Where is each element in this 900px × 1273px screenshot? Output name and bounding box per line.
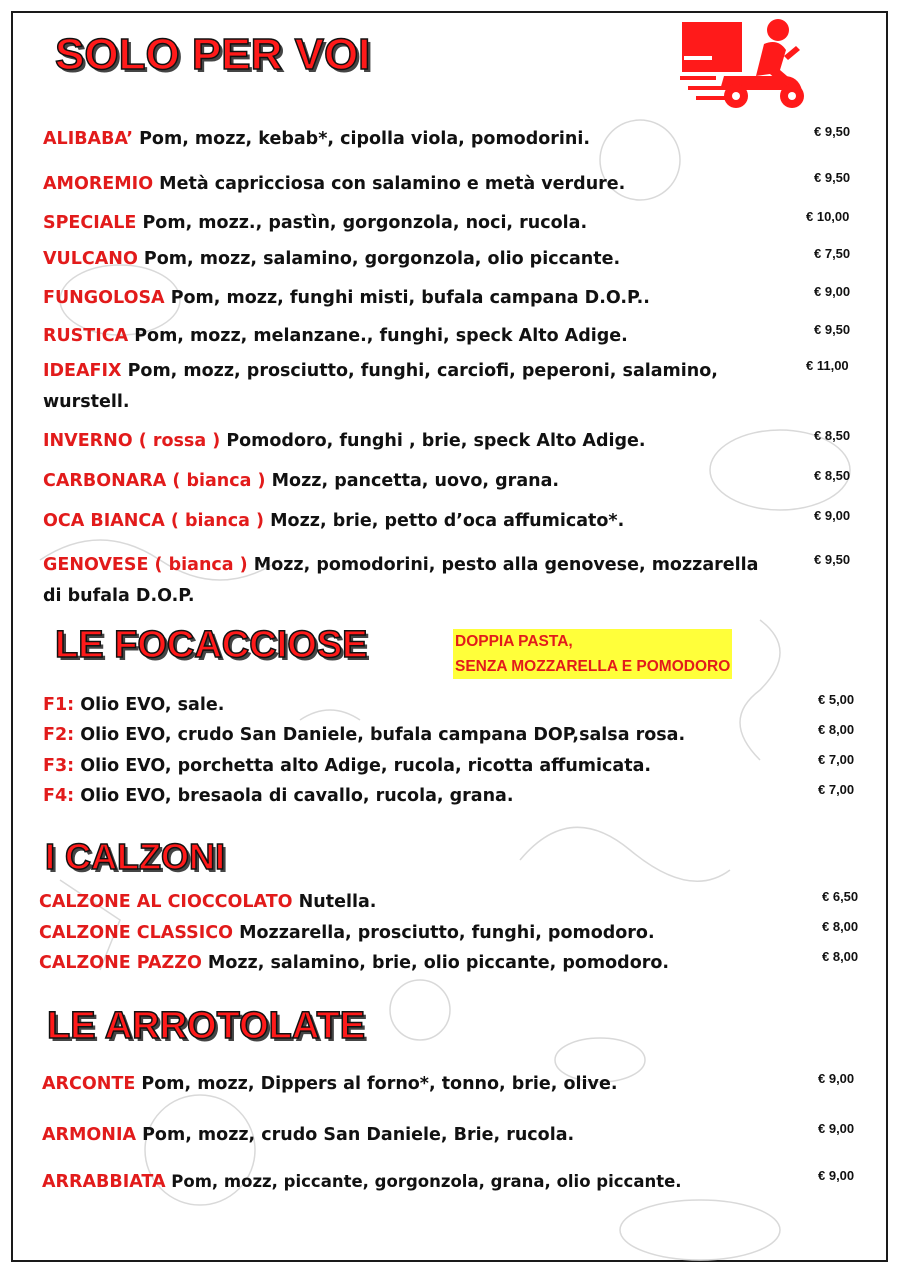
- item-price: € 9,00: [818, 1121, 855, 1136]
- menu-item-carbonara: CARBONARA ( bianca ) Mozz, pancetta, uovo, grana.: [43, 471, 560, 491]
- item-price: € 8,00: [822, 949, 859, 964]
- item-price: € 9,00: [814, 284, 851, 299]
- menu-item-f1: F1: Olio EVO, sale.: [43, 695, 225, 715]
- item-price: € 8,00: [822, 919, 859, 934]
- menu-item-calzone-pazzo: CALZONE PAZZO Mozz, salamino, brie, olio piccante, pomodoro.: [39, 953, 670, 973]
- menu-item-amoremio: AMOREMIO Metà capricciosa con salamino e metà verdure.: [43, 174, 626, 194]
- menu-item-arrabbiata: ARRABBIATA Pom, mozz, piccante, gorgonzola, grana, olio piccante.: [42, 1172, 682, 1192]
- menu-item-armonia: ARMONIA Pom, mozz, crudo San Daniele, Brie, rucola.: [42, 1125, 575, 1145]
- menu-item-ideafix: IDEAFIX Pom, mozz, prosciutto, funghi, carciofi, peperoni, salamino, wurstell.: [43, 361, 718, 412]
- item-price: € 9,00: [814, 508, 851, 523]
- item-price: € 8,00: [818, 722, 855, 737]
- section-title-le-arrotolate: LE ARROTOLATE: [47, 1005, 366, 1047]
- item-price: € 6,50: [822, 889, 859, 904]
- item-price: € 9,50: [814, 124, 851, 139]
- menu-item-f4: F4: Olio EVO, bresaola di cavallo, rucola, grana.: [43, 786, 514, 806]
- item-price: € 9,00: [818, 1168, 855, 1183]
- menu-item-oca-bianca: OCA BIANCA ( bianca ) Mozz, brie, petto d’oca affumicato*.: [43, 511, 625, 531]
- menu-item-f2: F2: Olio EVO, crudo San Daniele, bufala campana DOP,salsa rosa.: [43, 725, 686, 745]
- menu-item-fungolosa: FUNGOLOSA Pom, mozz, funghi misti, bufala campana D.O.P..: [43, 288, 650, 308]
- menu-item-vulcano: VULCANO Pom, mozz, salamino, gorgonzola, olio piccante.: [43, 249, 621, 269]
- delivery-scooter-icon: [680, 16, 810, 112]
- menu-item-alibaba: ALIBABA’ Pom, mozz, kebab*, cipolla viola, pomodorini.: [43, 129, 590, 149]
- item-price: € 9,00: [818, 1071, 855, 1086]
- item-price: € 9,50: [814, 552, 851, 567]
- item-price: € 7,00: [818, 752, 855, 767]
- item-price: € 8,50: [814, 468, 851, 483]
- section-title-solo-per-voi: SOLO PER VOI: [55, 30, 371, 79]
- item-price: € 7,00: [818, 782, 855, 797]
- item-price: € 11,00: [806, 358, 849, 373]
- section-title-le-focacciose: LE FOCACCIOSE: [55, 624, 368, 666]
- item-price: € 10,00: [806, 209, 850, 224]
- menu-item-speciale: SPECIALE Pom, mozz., pastìn, gorgonzola, noci, rucola.: [43, 213, 588, 233]
- item-price: € 7,50: [814, 246, 851, 261]
- section-title-i-calzoni: I CALZONI: [45, 836, 225, 877]
- menu-item-calzone-cioccolato: CALZONE AL CIOCCOLATO Nutella.: [39, 892, 377, 912]
- menu-item-f3: F3: Olio EVO, porchetta alto Adige, rucola, ricotta affumicata.: [43, 756, 652, 776]
- focacciose-note: DOPPIA PASTA, SENZA MOZZARELLA E POMODORO: [453, 629, 732, 679]
- item-price: € 5,00: [818, 692, 855, 707]
- item-price: € 9,50: [814, 170, 851, 185]
- menu-item-arconte: ARCONTE Pom, mozz, Dippers al forno*, tonno, brie, olive.: [42, 1074, 618, 1094]
- menu-item-genovese: GENOVESE ( bianca ) Mozz, pomodorini, pesto alla genovese, mozzarella di bufala D.O.P.: [43, 555, 759, 606]
- item-price: € 8,50: [814, 428, 851, 443]
- menu-item-rustica: RUSTICA Pom, mozz, melanzane., funghi, speck Alto Adige.: [43, 326, 628, 346]
- menu-item-calzone-classico: CALZONE CLASSICO Mozzarella, prosciutto, funghi, pomodoro.: [39, 923, 655, 943]
- menu-item-inverno: INVERNO ( rossa ) Pomodoro, funghi , brie, speck Alto Adige.: [43, 431, 646, 451]
- item-price: € 9,50: [814, 322, 851, 337]
